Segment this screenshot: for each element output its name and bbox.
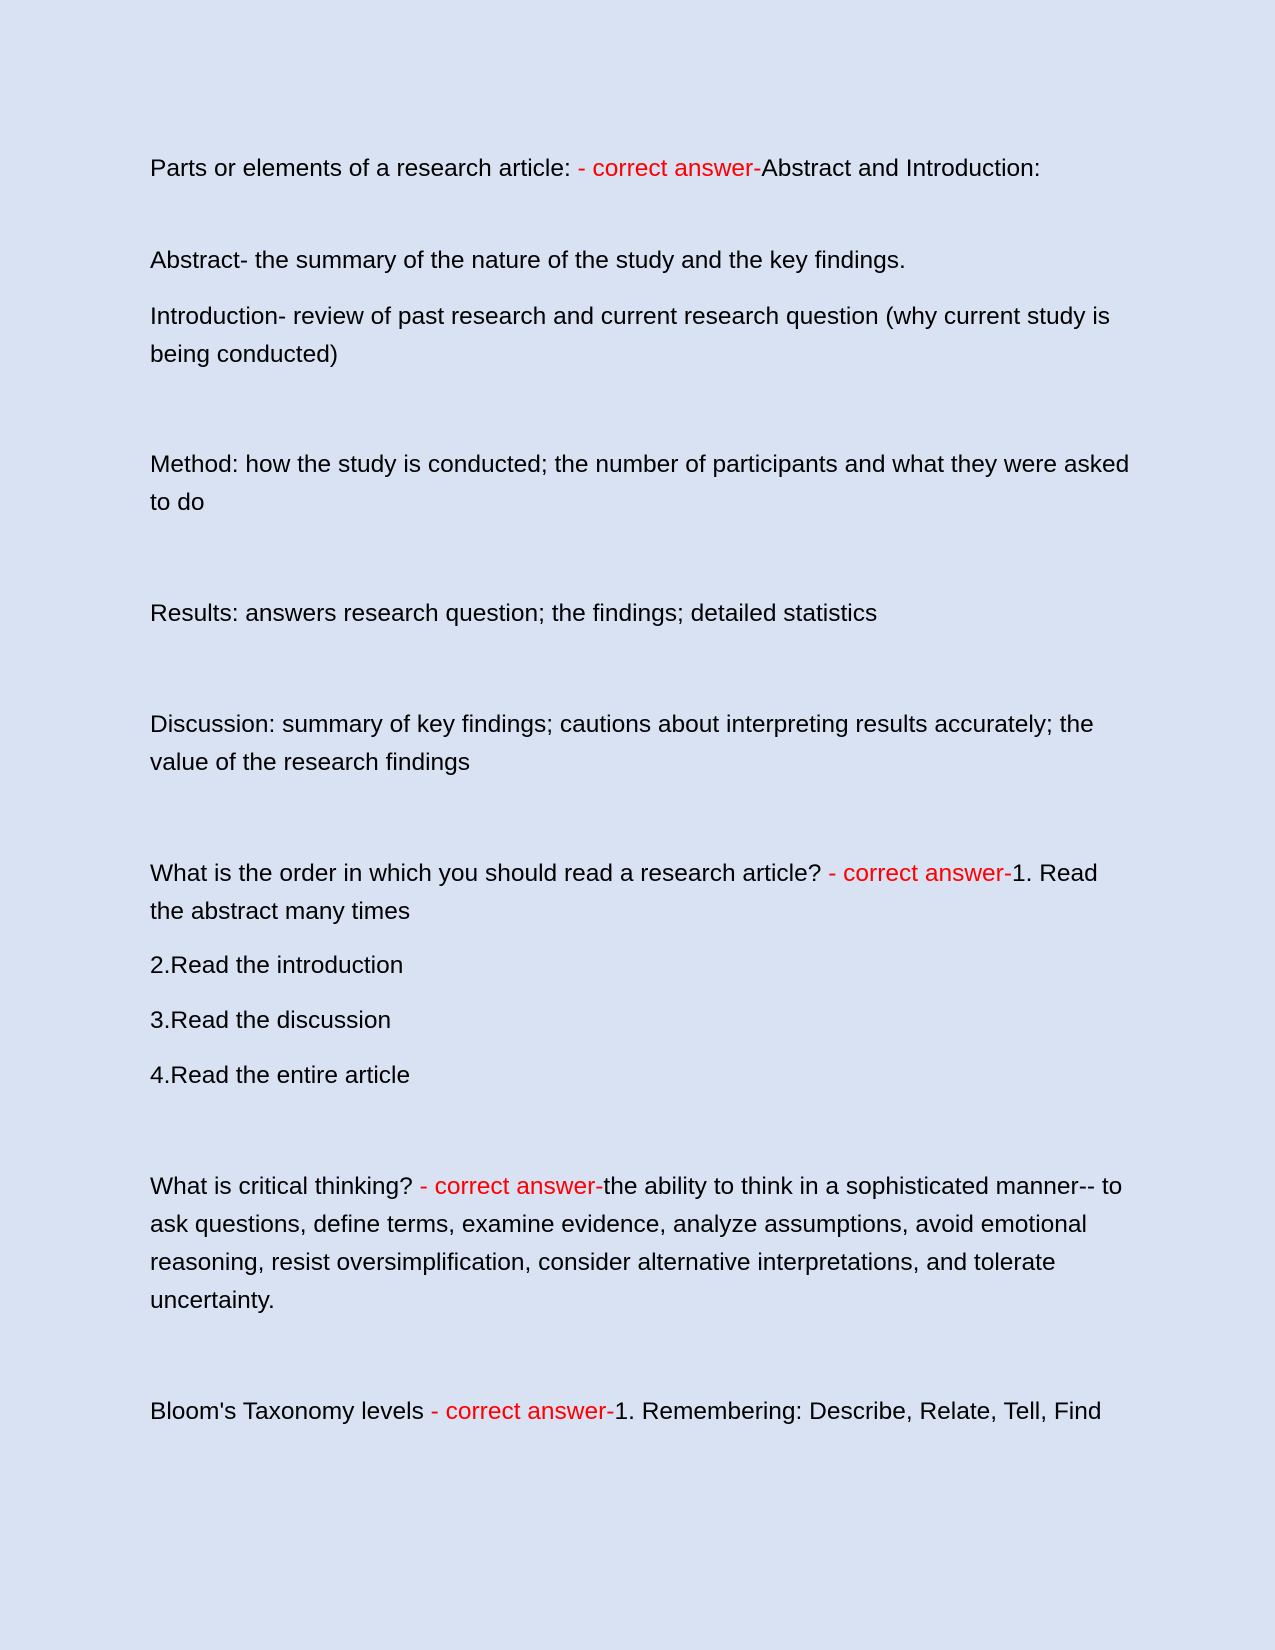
step: 2.Read the introduction [150,952,404,979]
answer: Abstract and Introduction: [761,155,1041,182]
discussion-text: Discussion: summary of key findings; cautions about interpreting results accurately; the value of the research findings [150,711,1094,776]
intro-text: Introduction- review of past research and current research question (why current study is being conducted) [150,303,1111,368]
answer-marker: - correct answer- [419,1173,604,1200]
question: What is the order in which you should read a research article? [150,860,829,887]
answer-marker: - correct answer- [828,860,1012,887]
step: 4.Read the entire article [150,1062,411,1089]
method-text: Method: how the study is conducted; the number of participants and what they were asked to do [150,451,1130,516]
answer: the ability to think in a sophisticated manner-- to ask questions, define terms, examine evidence, analyze assumptions, avoid emotional reasoning, resist oversimplification, consider alternative interpretations, and tolerate uncertainty. [150,1173,1123,1314]
answer-marker: - correct answer- [430,1398,615,1425]
step: 3.Read the discussion [150,1007,392,1034]
answer: 1. Remembering: Describe, Relate, Tell, Find [614,1398,1102,1425]
qa-blooms [150,1393,1130,1431]
abstract-text: Abstract- the summary of the nature of the study and the key findings. [150,247,906,274]
answer-marker: - correct answer- [577,155,762,182]
qa-critical-thinking [150,1168,1130,1320]
qa-parts [150,150,1130,188]
results-text: Results: answers research question; the findings; detailed statistics [150,600,878,627]
qa-order [150,855,1130,931]
question: Parts or elements of a research article: [150,155,578,182]
answer: 1. Read the abstract many times [150,860,1098,925]
question: Bloom's Taxonomy levels [150,1398,431,1425]
question: What is critical thinking? [150,1173,420,1200]
